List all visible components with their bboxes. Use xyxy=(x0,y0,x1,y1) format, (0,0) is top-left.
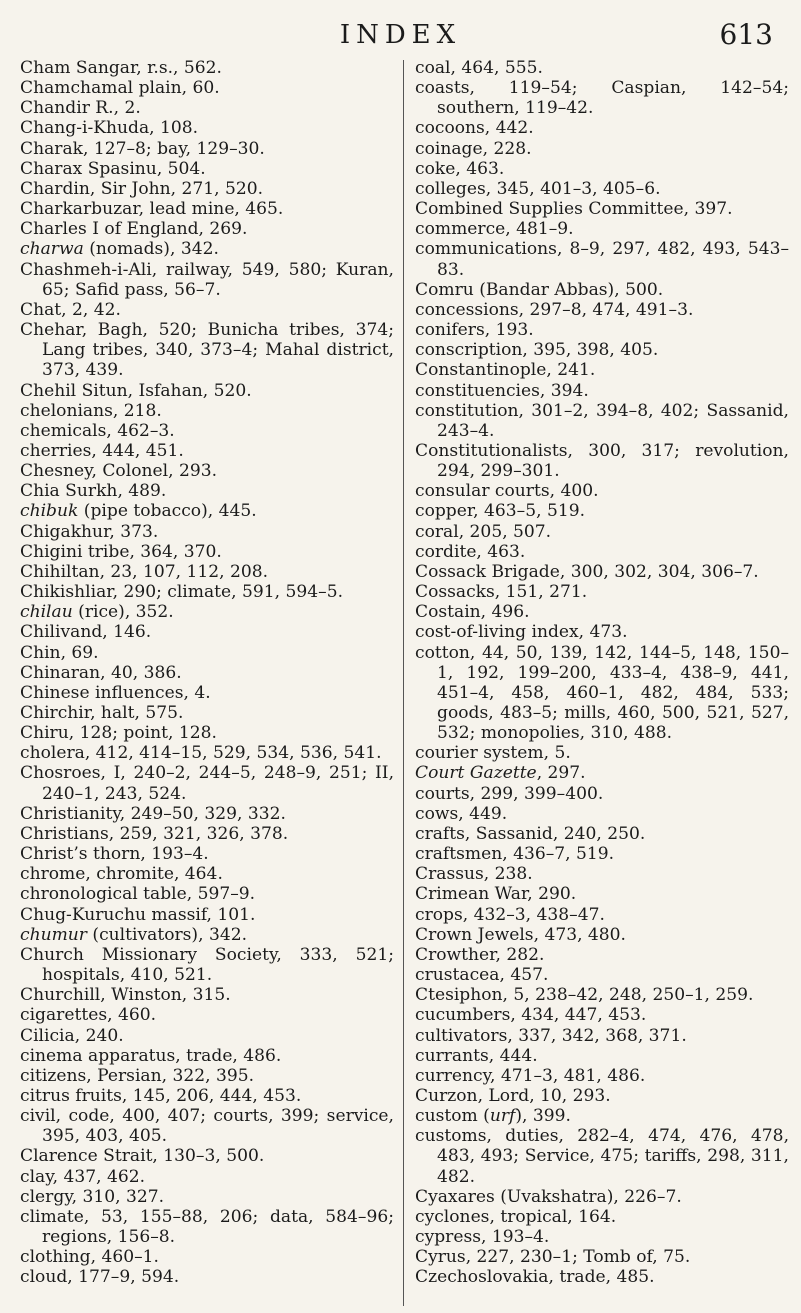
index-entry: chrome, chromite, 464. xyxy=(20,864,223,885)
index-entry: clergy, 310, 327. xyxy=(20,1186,165,1207)
index-entry: cost-of-living index, 473. xyxy=(415,622,628,643)
index-entry: Curzon, Lord, 10, 293. xyxy=(415,1085,611,1106)
index-entry: cordite, 463. xyxy=(415,541,526,562)
index-entry: Chin, 69. xyxy=(20,642,99,663)
index-entry: Chikishliar, 290; climate, 591, 594–5. xyxy=(20,582,344,603)
index-entry: Christians, 259, 321, 326, 378. xyxy=(20,823,289,844)
index-entry: Chat, 2, 42. xyxy=(20,299,121,320)
index-entry: Clarence Strait, 130–3, 500. xyxy=(20,1146,265,1167)
index-entry: chemicals, 462–3. xyxy=(20,420,175,441)
page-header xyxy=(0,18,801,54)
index-entry: Charles I of England, 269. xyxy=(20,219,248,240)
index-entry: Cossack Brigade, 300, 302, 304, 306–7. xyxy=(415,561,759,582)
index-entry: copper, 463–5, 519. xyxy=(415,501,586,522)
index-entry: courts, 299, 399–400. xyxy=(415,783,604,804)
index-entry: concessions, 297–8, 474, 491–3. xyxy=(415,299,694,320)
index-entry: Chinaran, 40, 386. xyxy=(20,662,182,683)
index-entry: crafts, Sassanid, 240, 250. xyxy=(415,823,646,844)
index-entry: conifers, 193. xyxy=(415,320,534,341)
index-entry: Chihiltan, 23, 107, 112, 208. xyxy=(20,561,269,582)
index-entry: Chehar, Bagh, 520; Bunicha tribes, 374; Lang tribes, 340, 373–4; Mahal district, 373, 439. xyxy=(20,320,394,381)
index-entry: cigarettes, 460. xyxy=(20,1005,157,1026)
index-entry: customs, duties, 282–4, 474, 476, 478, 483, 493; Service, 475; tariffs, 298, 311, 482. xyxy=(415,1126,789,1187)
index-entry: Chardin, Sir John, 271, 520. xyxy=(20,178,264,199)
index-entry: Constitutionalists, 300, 317; revolution, 294, 299–301. xyxy=(415,440,789,482)
index-entry: currants, 444. xyxy=(415,1045,538,1066)
index-entry: clothing, 460–1. xyxy=(20,1247,159,1268)
index-entry: Chamchamal plain, 60. xyxy=(20,78,220,99)
index-entry: cherries, 444, 451. xyxy=(20,440,184,461)
index-entry: cinema apparatus, trade, 486. xyxy=(20,1045,282,1066)
index-entry: Crimean War, 290. xyxy=(415,884,577,905)
index-entry: citrus fruits, 145, 206, 444, 453. xyxy=(20,1085,302,1106)
page-title: INDEX xyxy=(339,20,462,50)
index-entry: commerce, 481–9. xyxy=(415,219,574,240)
index-entry: consular courts, 400. xyxy=(415,481,599,502)
index-entry: coasts, 119–54; Caspian, 142–54; southern, 119–42. xyxy=(415,78,789,119)
index-entry: cucumbers, 434, 447, 453. xyxy=(415,1005,647,1026)
index-entry: cypress, 193–4. xyxy=(415,1227,550,1248)
index-entry: Chang-i-Khuda, 108. xyxy=(20,118,199,139)
index-entry: Chashmeh-i-Ali, railway, 549, 580; Kuran, 65; Safid pass, 56–7. xyxy=(20,259,394,300)
index-entry: chronological table, 597–9. xyxy=(20,884,256,905)
index-entry: Chilivand, 146. xyxy=(20,622,152,643)
index-entry: Costain, 496. xyxy=(415,602,530,623)
index-entry: Cham Sangar, r.s., 562. xyxy=(20,58,222,78)
index-entry: chelonians, 218. xyxy=(20,400,162,421)
index-entry: Church Missionary Society, 333, 521; hospitals, 410, 521. xyxy=(20,944,394,986)
index-entry: Czechoslovakia, trade, 485. xyxy=(415,1267,655,1288)
index-entry: cloud, 177–9, 594. xyxy=(20,1267,180,1288)
index-entry: cultivators, 337, 342, 368, 371. xyxy=(415,1025,687,1046)
index-entry: Combined Supplies Committee, 397. xyxy=(415,199,733,220)
index-entry: Chia Surkh, 489. xyxy=(20,481,167,502)
index-entry: chumur (cultivators), 342. xyxy=(20,924,248,945)
index-entry: Cossacks, 151, 271. xyxy=(415,582,588,603)
index-column-left xyxy=(20,58,394,1288)
index-entry: coinage, 228. xyxy=(415,138,532,159)
index-entry: Chug-Kuruchu massif, 101. xyxy=(20,904,256,925)
index-entry: Comru (Bandar Abbas), 500. xyxy=(415,279,664,300)
index-entry: coal, 464, 555. xyxy=(415,58,543,78)
index-entry: civil, code, 400, 407; courts, 399; service, 395, 403, 405. xyxy=(20,1106,394,1147)
index-entry: cows, 449. xyxy=(415,803,508,824)
index-entry: communications, 8–9, 297, 482, 493, 543–83. xyxy=(415,239,789,280)
index-entry: cotton, 44, 50, 139, 142, 144–5, 148, 150–1, 192, 199–200, 433–4, 438–9, 441, 451–4, 458, 460–1, 482, 484, 533; goods, 483–5; mills, 460, 500, 521, 527, 532; monopolies, 310, 488. xyxy=(415,642,789,744)
index-entry: chilau (rice), 352. xyxy=(20,602,174,623)
page-number: 613 xyxy=(719,18,773,51)
index-entry: chibuk (pipe tobacco), 445. xyxy=(20,501,257,522)
index-entry: Chehil Situn, Isfahan, 520. xyxy=(20,380,252,401)
index-entry: constitution, 301–2, 394–8, 402; Sassanid, 243–4. xyxy=(415,400,789,441)
index-entry: charwa (nomads), 342. xyxy=(20,239,219,260)
index-entry: cocoons, 442. xyxy=(415,118,534,139)
index-entry: coke, 463. xyxy=(415,158,505,179)
index-entry: Court Gazette, 297. xyxy=(415,763,586,784)
index-entry: Churchill, Winston, 315. xyxy=(20,985,231,1006)
index-entry: Cilicia, 240. xyxy=(20,1025,124,1046)
index-entry: clay, 437, 462. xyxy=(20,1166,146,1187)
index-entry: coral, 205, 507. xyxy=(415,521,552,542)
index-entry: Chandir R., 2. xyxy=(20,98,141,119)
index-entry: Crowther, 282. xyxy=(415,944,545,965)
column-divider xyxy=(403,60,404,1306)
index-entry: Charax Spasinu, 504. xyxy=(20,158,206,179)
index-entry: Christianity, 249–50, 329, 332. xyxy=(20,803,286,824)
index-entry: Cyrus, 227, 230–1; Tomb of, 75. xyxy=(415,1247,691,1268)
index-entry: Chiru, 128; point, 128. xyxy=(20,723,217,744)
index-entry: Chigini tribe, 364, 370. xyxy=(20,541,222,562)
index-entry: cyclones, tropical, 164. xyxy=(415,1206,617,1227)
index-entry: Constantinople, 241. xyxy=(415,360,596,381)
index-entry: Cyaxares (Uvakshatra), 226–7. xyxy=(415,1186,682,1207)
index-entry: crustacea, 457. xyxy=(415,965,549,986)
index-entry: climate, 53, 155–88, 206; data, 584–96; regions, 156–8. xyxy=(20,1206,394,1248)
index-entry: Chinese influences, 4. xyxy=(20,682,211,703)
index-column-right xyxy=(415,58,789,1288)
index-entry: Ctesiphon, 5, 238–42, 248, 250–1, 259. xyxy=(415,985,754,1006)
index-entry: Crown Jewels, 473, 480. xyxy=(415,924,626,945)
index-entry: Christ’s thorn, 193–4. xyxy=(20,844,209,865)
index-entry: citizens, Persian, 322, 395. xyxy=(20,1065,255,1086)
index-entry: conscription, 395, 398, 405. xyxy=(415,340,659,361)
index-entry: Charak, 127–8; bay, 129–30. xyxy=(20,138,265,159)
index-entry: Charkarbuzar, lead mine, 465. xyxy=(20,199,284,220)
index-entry: colleges, 345, 401–3, 405–6. xyxy=(415,178,661,199)
index-entry: Chesney, Colonel, 293. xyxy=(20,461,218,482)
index-entry: crops, 432–3, 438–47. xyxy=(415,904,605,925)
index-entry: Crassus, 238. xyxy=(415,864,533,885)
index-entry: Chigakhur, 373. xyxy=(20,521,159,542)
index-entry: courier system, 5. xyxy=(415,743,571,764)
index-entry: Chirchir, halt, 575. xyxy=(20,703,184,723)
index-entry: Chosroes, I, 240–2, 244–5, 248–9, 251; II, 240–1, 243, 524. xyxy=(20,763,394,804)
index-entry: craftsmen, 436–7, 519. xyxy=(415,844,615,865)
index-entry: custom (urf), 399. xyxy=(415,1106,571,1127)
index-entry: currency, 471–3, 481, 486. xyxy=(415,1065,646,1086)
index-entry: cholera, 412, 414–15, 529, 534, 536, 541. xyxy=(20,743,382,764)
index-entry: constituencies, 394. xyxy=(415,380,589,401)
